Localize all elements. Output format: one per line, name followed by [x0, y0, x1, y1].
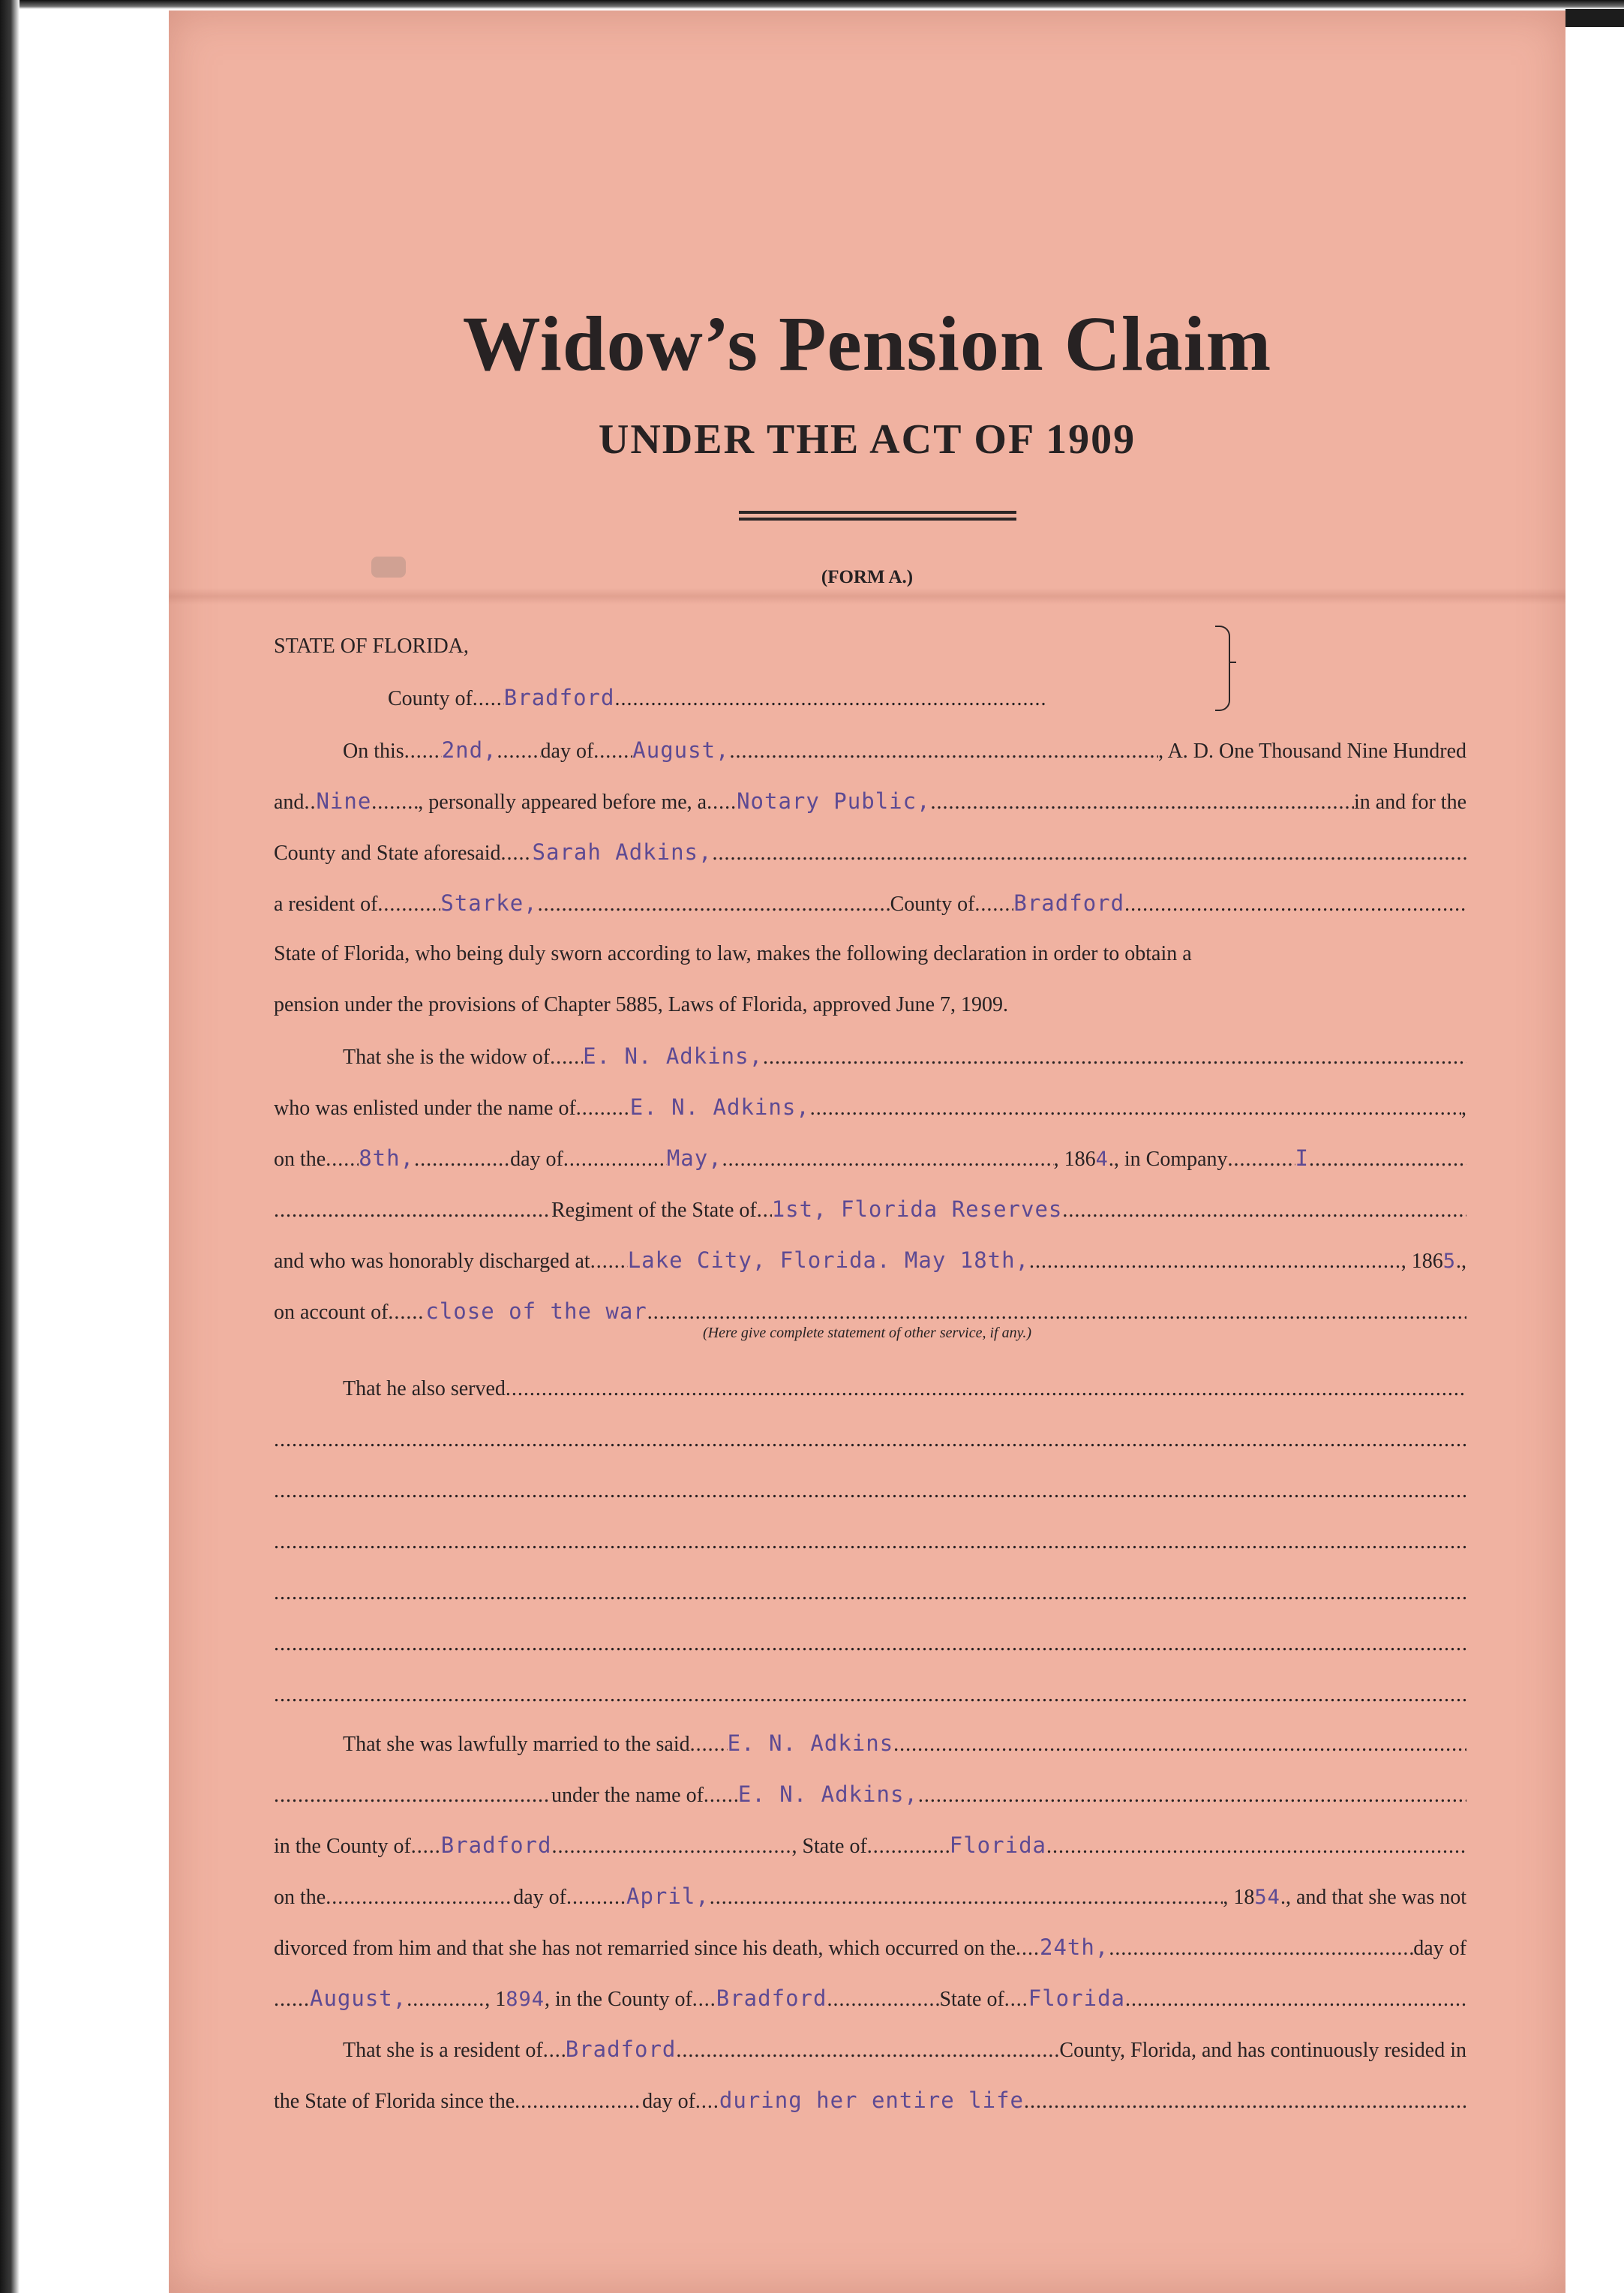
- death-year-digits: 894: [506, 1988, 545, 2011]
- regiment-value: 1st, Florida Reserves: [771, 1196, 1063, 1222]
- form-sheet: [169, 11, 1565, 2293]
- venue-county-value: Bradford: [503, 685, 615, 710]
- death-day-value: 24th,: [1040, 1934, 1109, 1960]
- venue-county-label: County of: [388, 687, 473, 710]
- account-value: close of the war: [425, 1298, 647, 1324]
- claimant-line: County and State aforesaid ..... Sarah Adkins, .....: [274, 837, 1466, 869]
- resident-line: a resident of ..... Starke, ..... County of ..... Bradford .....: [274, 888, 1466, 920]
- title-double-rule: [739, 511, 1016, 521]
- scan-top-edge: [0, 0, 1624, 9]
- enlisted-date-line: on the ..... 8th, ..... day of ..... May, ..... , 186 4 ., in Company ..... I .....: [274, 1143, 1466, 1175]
- married-line: That she was lawfully married to the said ..... E. N. Adkins .....: [343, 1728, 1466, 1760]
- residence-since-value: during her entire life: [719, 2087, 1025, 2113]
- enlisted-day-value: 8th,: [359, 1145, 415, 1171]
- married-county-line: in the County of ..... Bradford ..... , State of ..... Florida .....: [274, 1830, 1466, 1862]
- date-month-value: August,: [632, 737, 730, 763]
- widow-of-value: E. N. Adkins,: [583, 1043, 764, 1069]
- discharge-place-date-value: Lake City, Florida. May 18th,: [627, 1247, 1030, 1273]
- resident-town-value: Starke,: [440, 890, 538, 916]
- venue-brace-tip: [1229, 662, 1236, 663]
- claimant-name-value: Sarah Adkins,: [532, 839, 713, 865]
- death-line: ..... August, ..... , 1 894 , in the County of ..... Bradford ..... State of ..... Florida .....: [274, 1983, 1466, 2015]
- venue-state-line: [274, 632, 1466, 663]
- blank-service-line-1: [274, 1425, 1466, 1455]
- enlisted-year-digit: 4: [1095, 1148, 1109, 1171]
- sheet-fold-crease: [169, 588, 1565, 605]
- form-subtitle: UNDER THE ACT OF 1909: [598, 416, 1136, 463]
- declaration-line-2: pension under the provisions of Chapter 5885, Laws of Florida, approved June 7, 1909.: [274, 993, 1009, 1016]
- company-value: I: [1295, 1145, 1309, 1171]
- discharge-line: and who was honorably discharged at ..... Lake City, Florida. May 18th, ..... , 186 5 .,: [274, 1245, 1466, 1277]
- married-state-value: Florida: [949, 1832, 1046, 1858]
- widow-line: That she is the widow of ..... E. N. Adkins, .....: [343, 1041, 1466, 1073]
- other-service-note: (Here give complete statement of other service, if any.): [703, 1325, 1031, 1341]
- married-county-value: Bradford: [440, 1832, 552, 1858]
- regiment-line: ..... Regiment of the State of ..... 1st, Florida Reserves .....: [274, 1194, 1466, 1226]
- discharge-year-digit: 5: [1442, 1250, 1456, 1273]
- enlisted-month-value: May,: [666, 1145, 722, 1171]
- appeared-year-value: Nine: [316, 788, 372, 814]
- scan-left-edge: [0, 0, 20, 2293]
- blank-service-line-5: [274, 1629, 1466, 1659]
- form-label: (FORM A.): [821, 567, 914, 587]
- married-year-digits: 54: [1254, 1886, 1280, 1909]
- scan-right-edge: [1565, 9, 1624, 2293]
- account-line: on account of ..... close of the war .....: [274, 1296, 1466, 1328]
- venue-county-line: [388, 683, 1048, 714]
- blank-service-line-3: [274, 1527, 1466, 1557]
- enlisted-name-value: E. N. Adkins,: [629, 1094, 810, 1120]
- declaration-line-1: State of Florida, who being duly sworn according to law, makes the following declaration in order to obtain a: [274, 942, 1192, 965]
- venue-brace: [1215, 626, 1230, 711]
- residence-line: That she is a resident of ..... Bradford ..... County, Florida, and has continuously resided in: [343, 2034, 1466, 2066]
- date-day-value: 2nd,: [441, 737, 497, 763]
- enlisted-line: who was enlisted under the name of ..... E. N. Adkins, ..... ,: [274, 1092, 1466, 1124]
- blank-service-line-4: [274, 1578, 1466, 1608]
- residence-since-line: the State of Florida since the ..... day of ..... during her entire life .....: [274, 2085, 1466, 2117]
- married-date-line: on the ..... day of ..... April, ..... , 18 54 ., and that she was not: [274, 1881, 1466, 1913]
- death-county-value: Bradford: [716, 1985, 827, 2011]
- death-state-value: Florida: [1028, 1985, 1125, 2011]
- married-name-line: ..... under the name of ..... E. N. Adkins, .....: [274, 1779, 1466, 1811]
- date-line: On this ..... 2nd, ..... day of ..... August, ..... , A. D. One Thousand Nine Hundred: [343, 735, 1466, 767]
- married-month-value: April,: [626, 1883, 710, 1909]
- married-to-value: E. N. Adkins: [727, 1730, 894, 1756]
- residence-county-value: Bradford: [565, 2036, 677, 2062]
- divorce-line: divorced from him and that she has not remarried since his death, which occurred on the ..... 24th, ..... day of: [274, 1932, 1466, 1964]
- blank-service-line-6: [274, 1680, 1466, 1710]
- death-month-value: August,: [310, 1985, 407, 2011]
- blank-service-line-2: [274, 1476, 1466, 1506]
- appeared-line: and ..... Nine ..... , personally appeared before me, a ..... Notary Public, ..... in and for the: [274, 786, 1466, 818]
- also-served-line: That he also served .....: [343, 1374, 1466, 1406]
- appeared-officer-value: Notary Public,: [737, 788, 931, 814]
- venue-state: STATE OF FLORIDA,: [274, 635, 469, 658]
- married-name-value: E. N. Adkins,: [737, 1781, 918, 1807]
- form-title: Widow’s Pension Claim: [462, 301, 1272, 387]
- resident-county-value: Bradford: [1013, 890, 1125, 916]
